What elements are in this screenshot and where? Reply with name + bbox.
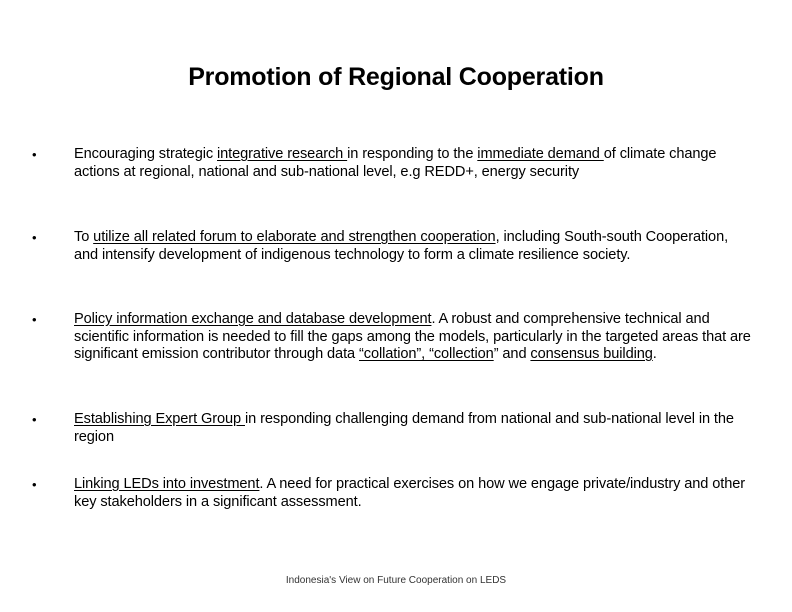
underlined-phrase: consensus building [530,346,653,362]
text-run: , including South-south Cooperation, and intensify development of indigenous technology to form a climate resilience society. [74,229,729,263]
slide-title: Promotion of Regional Cooperation [188,63,604,91]
text-run: in responding to the [347,146,478,162]
bullet-marker: • [32,230,37,245]
bullet-text [74,411,752,446]
underlined-phrase: utilize all related forum to elaborate and strengthen cooperation [93,229,496,245]
text-run: in responding challenging demand from national and sub-national level in the region [74,411,734,445]
underlined-phrase: immediate demand [477,146,604,162]
bullet-marker: • [32,147,37,162]
underlined-phrase: Establishing Expert Group [74,411,245,427]
text-run: . [652,346,657,362]
bullet-text [74,311,752,364]
bullet-text [74,229,752,264]
slide-footer: Indonesia's View on Future Cooperation on LEDS [285,575,507,586]
underlined-phrase: “collation”, “collection [359,346,494,362]
text-run: of climate change actions at regional, national and sub-national level, e.g REDD+, energy security [74,146,717,180]
underlined-phrase: Policy information exchange and database development [74,311,432,327]
text-run: ” and [493,346,531,362]
bullet-text [74,146,752,181]
underlined-phrase: integrative research [217,146,348,162]
text-run: . A robust and comprehensive technical and scientific information is needed to fill the gaps among the models, particularly in the targeted areas that are significant emission contributor through data [74,311,751,362]
underlined-phrase: Linking LEDs into investment [74,476,260,492]
bullet-marker: • [32,312,37,327]
bullet-text [74,476,752,511]
text-run: Encouraging strategic [74,146,218,162]
text-run: . A need for practical exercises on how we engage private/industry and other key stakeholders in a significant assessment. [74,476,746,510]
bullet-marker: • [32,412,37,427]
text-run: To [74,229,94,245]
bullet-marker: • [32,477,37,492]
